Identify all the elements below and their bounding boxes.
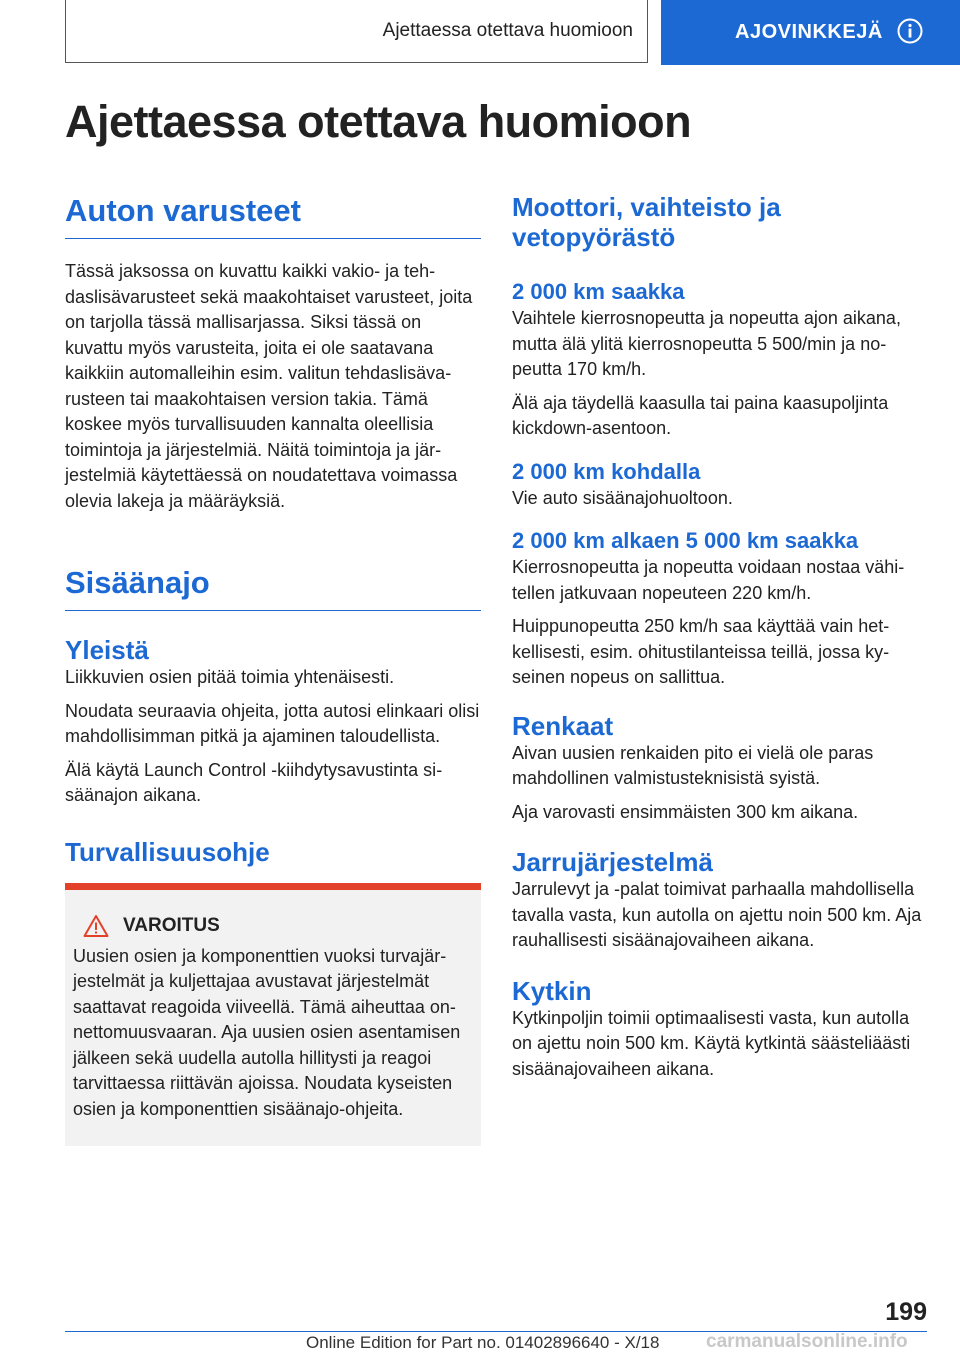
footer-edition: Online Edition for Part no. 01402896640 - X/18 <box>306 1333 660 1352</box>
header-chapter-label: AJOVINKKEJÄ <box>735 21 883 43</box>
s1-p2: Älä aja täydellä kaasulla tai paina kaasupoljinta kickdown-asentoon. <box>512 392 889 438</box>
s2-p1: Vie auto sisäänajohuoltoon. <box>512 487 733 508</box>
right-column <box>512 186 927 1090</box>
watermark: carmanualsonline.info <box>706 1331 908 1352</box>
warning-label: VAROITUS <box>123 914 220 936</box>
header-section-title: Ajettaessa otettava huomioon <box>382 20 633 41</box>
warning-triangle-icon <box>83 914 109 938</box>
renkaat-p2: Aja varovasti ensimmäisten 300 km aikana. <box>512 801 859 822</box>
jarru-p1: Jarrulevyt ja -palat toimivat parhaalla mahdollisella tavalla vasta, kun autolla on ajettu noin 500 km. Aja rauhallisesti sisäänajovaiheen aikana. <box>512 879 922 950</box>
heading-renkaat: Renkaat <box>512 710 614 741</box>
s3-p1: Kierrosnopeutta ja nopeutta voidaan nostaa vähitellen jatkuvaan nopeuteen 220 km/h. <box>512 557 905 603</box>
header-section-title-box <box>65 0 648 63</box>
warning-text: Uusien osien ja komponenttien vuoksi turvajärjestelmät ja kuljettajaa avustavat järjestelmät saattavat reagoida viiveellä. Tämä aiheuttaa onnettomuusvaaran. Aja uusien osien asentamisen jälkeen sekä uudella autolla hillitysti ja reagoi tarvittaessa riittävän ajoissa. Noudata kyseisten osien ja komponenttien sisäänajo-ohjeita. <box>73 945 461 1119</box>
heading-kytkin: Kytkin <box>512 975 592 1006</box>
header-chapter-tab[interactable] <box>661 0 960 65</box>
yleista-p2: Noudata seuraavia ohjeita, jotta autosi elinkaari olisi mahdollisimman pitkä ja ajaminen taloudellista. <box>65 700 480 746</box>
warning-title <box>73 914 473 938</box>
heading-2000-kohdalla: 2 000 km kohdalla <box>512 458 701 484</box>
left-column <box>65 186 481 1146</box>
heading-2000-5000: 2 000 km alkaen 5 000 km saakka <box>512 528 859 553</box>
renkaat-p1: Aivan uusien renkaiden pito ei vielä ole paras mahdollinen valmistusteknisistä syistä. <box>512 742 874 788</box>
warning-box <box>65 883 481 1147</box>
yleista-p3: Älä käytä Launch Control -kiihdytysavustinta sisäänajon aikana. <box>65 759 443 805</box>
page-number: 199 <box>885 1298 927 1326</box>
heading-jarrujarjestelma: Jarrujärjestelmä <box>512 847 713 877</box>
kytkin-p1: Kytkinpoljin toimii optimaalisesti vasta, kun autolla on ajettu noin 500 km. Käytä kytkintä säästeliäästi sisäänajovaiheen aikana. <box>512 1007 911 1079</box>
heading-2000-saakka: 2 000 km saakka <box>512 279 685 304</box>
heading-turvallisuusohje: Turvallisuusohje <box>65 836 270 867</box>
heading-auton-varusteet: Auton varusteet <box>65 186 481 239</box>
s1-p1: Vaihtele kierrosnopeutta ja nopeutta ajon aikana, mutta älä ylitä kierrosnopeutta 5 500/min ja nopeutta 170 km/h. <box>512 308 901 379</box>
yleista-p1: Liikkuvien osien pitää toimia yhtenäisesti. <box>65 667 395 687</box>
auton-varusteet-text: Tässä jaksossa on kuvattu kaikki vakio- ja tehdaslisävarusteet sekä maakohtaiset varusteet, joita on tarjolla tässä mallisarjassa. Siksi tässä on kuvattu myös varusteita, joita ei ole saatavana kaikkiin automalleihin esim. valitun tehdaslisävarusteen tai maakohtaisen version takia. Tämä koskee myös turvallisuuden kannalta oleellisia toimintoja ja järjestelmiä. Näitä toimintoja ja järjestelmiä käytettäessä on noudatettava voimassa olevia lakeja ja määräyksiä. <box>65 261 473 511</box>
s3-p2: Huippunopeutta 250 km/h saa käyttää vain hetkellisesti, esim. ohitustilanteissa teillä, jossa kyseinen nopeus on sallittua. <box>512 616 890 687</box>
heading-moottori: Moottori, vaihteisto ja vetopyörästö <box>512 192 781 252</box>
heading-yleista: Yleistä <box>65 635 149 665</box>
info-icon[interactable] <box>897 18 923 44</box>
heading-sisaanajo: Sisäänajo <box>65 558 481 611</box>
page-title: Ajettaessa otettava huomioon <box>65 96 692 147</box>
